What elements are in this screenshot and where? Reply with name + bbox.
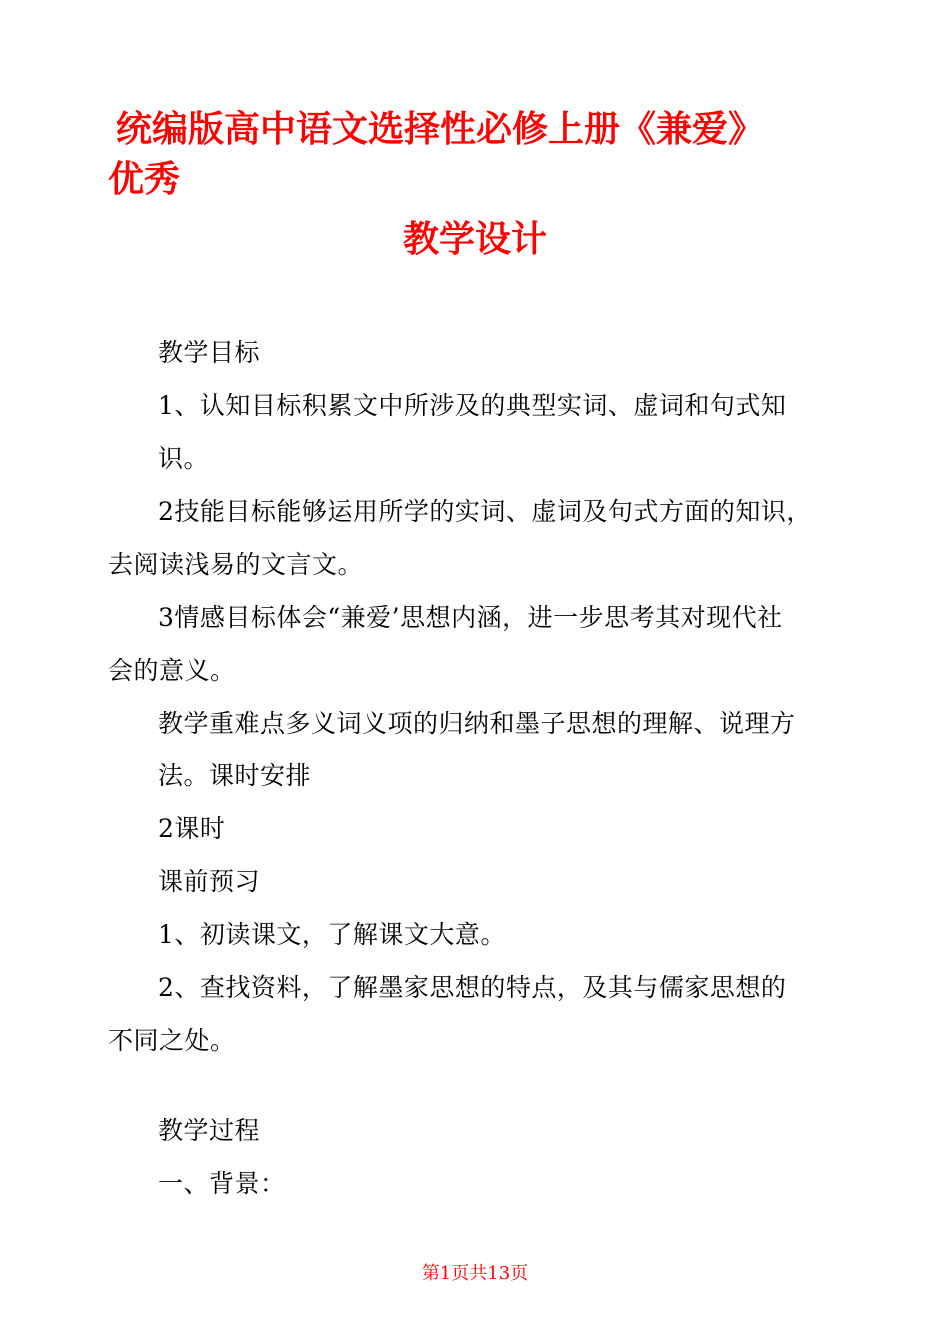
- paragraph-line: 法。课时安排: [158, 761, 312, 790]
- paragraph-line: 一、背景：: [158, 1169, 286, 1198]
- paragraph-line: 教学重难点多义词义项的归纳和墨子思想的理解、说理方: [158, 709, 796, 738]
- paragraph-line: 不同之处。: [108, 1026, 236, 1055]
- paragraph-line: 2技能目标能够运用所学的实词、虚词及句式方面的知识，: [158, 497, 812, 526]
- paragraph-line: 识。: [158, 444, 210, 473]
- section-heading-teaching-goals: 教学目标: [158, 338, 261, 367]
- paragraph-line: 2、查找资料，了解墨家思想的特点，及其与儒家思想的: [158, 973, 787, 1002]
- page-footer: 第1页共13页: [421, 1263, 529, 1284]
- paragraph-line: 会的意义。: [108, 656, 236, 685]
- paragraph-line: 1、认知目标积累文中所涉及的典型实词、虚词和句式知: [158, 391, 787, 420]
- document-title-line-1: 统编版高中语文选择性必修上册《兼爱》: [116, 109, 765, 150]
- paragraph-line: 2课时: [158, 814, 226, 843]
- section-heading-preview: 课前预习: [158, 867, 261, 896]
- document-title-line-3: 教学设计: [402, 219, 547, 260]
- section-heading-teaching-process: 教学过程: [158, 1116, 261, 1145]
- paragraph-line: 去阅读浅易的文言文。: [108, 550, 364, 579]
- paragraph-line: 3情感目标体会“兼爱’思想内涵，进一步思考其对现代社: [158, 603, 783, 632]
- paragraph-line: 1、初读课文，了解课文大意。: [158, 920, 506, 949]
- document-title-line-2: 优秀: [108, 159, 181, 200]
